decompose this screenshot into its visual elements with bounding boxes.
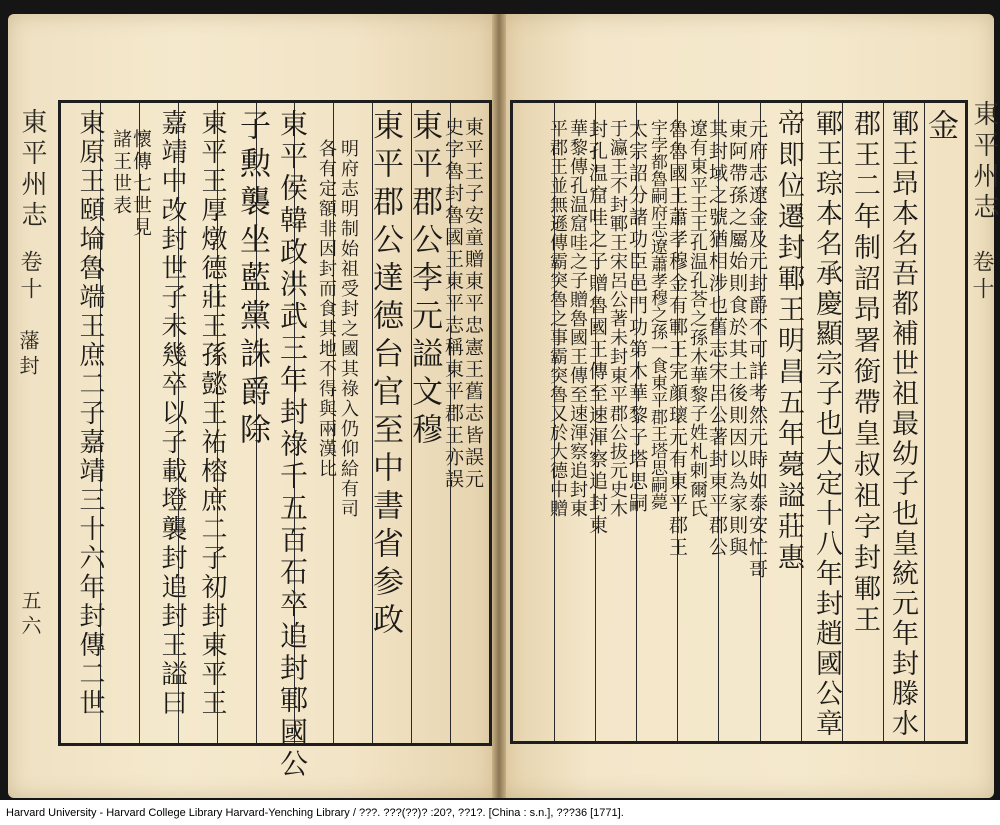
right-col-1: 金 [922, 109, 958, 147]
left-margin-page: 五六 [18, 590, 42, 640]
left-col-2: 東平郡公達德台官至中書省参政 [367, 109, 403, 641]
right-col-4: 鄆王琮本名承慶顯宗子也大定十八年封趙國公章 [811, 109, 842, 739]
left-small-col-1: 東平王子安童贈東平忠憲王舊志皆誤元 [462, 117, 484, 491]
left-col-7: 東平王厚燉德莊王孫懿王祐榕庶二子初封東平王 [197, 109, 227, 718]
right-col-3: 郡王二年制詔昻署銜帶皇叔祖字封鄆王 [849, 109, 880, 636]
left-col-11: 東原王頤埨魯端王庶二子嘉靖三十六年封傳二世 [75, 109, 105, 718]
right-small-col-3: 其封域之號猶相涉也舊志宋呂公著封東平郡公 [706, 119, 728, 559]
left-col-9: 懷傳七世見 [130, 129, 152, 239]
left-margin-volume: 卷十 [17, 250, 42, 304]
right-small-col-5: 魯魯國王蕭孝穆金有鄆王完顔瓌元有東平郡王 [666, 119, 688, 559]
right-small-col-8: 于瀛王不封鄆王宋呂公著未封東平郡公拔元史木 [607, 119, 628, 518]
right-small-col-2: 東阿帶孫之屬始則食於其土後則因以為家則與 [726, 119, 748, 559]
left-col-5: 東平侯韓政洪武三年封祿千五百石卒追封鄆國公 [276, 109, 309, 781]
left-col-3: 明府志明制始祖受封之國其祿入仍仰給有司 [338, 139, 359, 519]
library-caption: Harvard University - Harvard College Library Harvard-Yenching Library / ???. ???(??)? :20?, ??1?. [China : s.n.], ???36 [1771]. [6, 807, 624, 819]
left-col-1: 東平郡公李元謚文穆 [406, 109, 442, 451]
right-small-col-7: 太宗詔分諸功臣邑門功第木華黎子塔思嗣 [626, 119, 648, 515]
right-col-2: 鄆王昻本名吾都補世祖最幼子也皇統元年封滕水 [887, 109, 918, 739]
right-column-rule [924, 103, 925, 741]
right-small-col-9: 封孔温窟哇之子贈魯國王傳至速渾察追封東 [586, 119, 608, 537]
book-gutter [492, 14, 506, 798]
left-col-6: 子勲襲坐藍黨誅爵除 [234, 109, 270, 451]
left-page-frame [58, 100, 492, 781]
right-column-rule [883, 103, 884, 741]
right-col-5: 帝即位遷封鄆王明昌五年薨謚莊惠 [773, 109, 804, 574]
right-small-col-6: 宇孛都魯嗣府志遼蕭孝穆之孫一食東平郡王塔思嗣薨 [647, 119, 667, 510]
right-small-col-11: 平郡王並無遜傳霸突魯之事霸突魯又於大德中贈 [547, 119, 568, 518]
right-margin-title: 東平州志 [969, 100, 999, 224]
left-margin-section: 藩封 [16, 330, 40, 380]
left-small-col-2: 史字魯封魯國王東平志稱東平郡王亦誤 [442, 117, 464, 491]
right-page-frame [510, 100, 968, 744]
left-col-10: 諸王世表 [110, 129, 132, 217]
left-col-4: 各有定額非因封而食其地不得與兩漢比 [316, 139, 337, 479]
right-margin-volume: 卷十 [969, 250, 994, 304]
left-margin-title: 東平州志 [17, 108, 47, 232]
left-col-8: 嘉靖中改封世子未幾卒以子載墱襲封追封王謚曰 [157, 109, 187, 718]
right-small-col-1: 元府志遼金及元封爵不可詳考然元時如泰安忙哥 [746, 119, 768, 581]
right-small-col-10: 華黎傳孔温窟哇之子贈魯國王傳至速渾察追封東 [567, 119, 588, 518]
right-small-col-4: 遼有東平王王孔温孔荅之孫木華黎子姓札剌爾氏 [687, 119, 708, 518]
